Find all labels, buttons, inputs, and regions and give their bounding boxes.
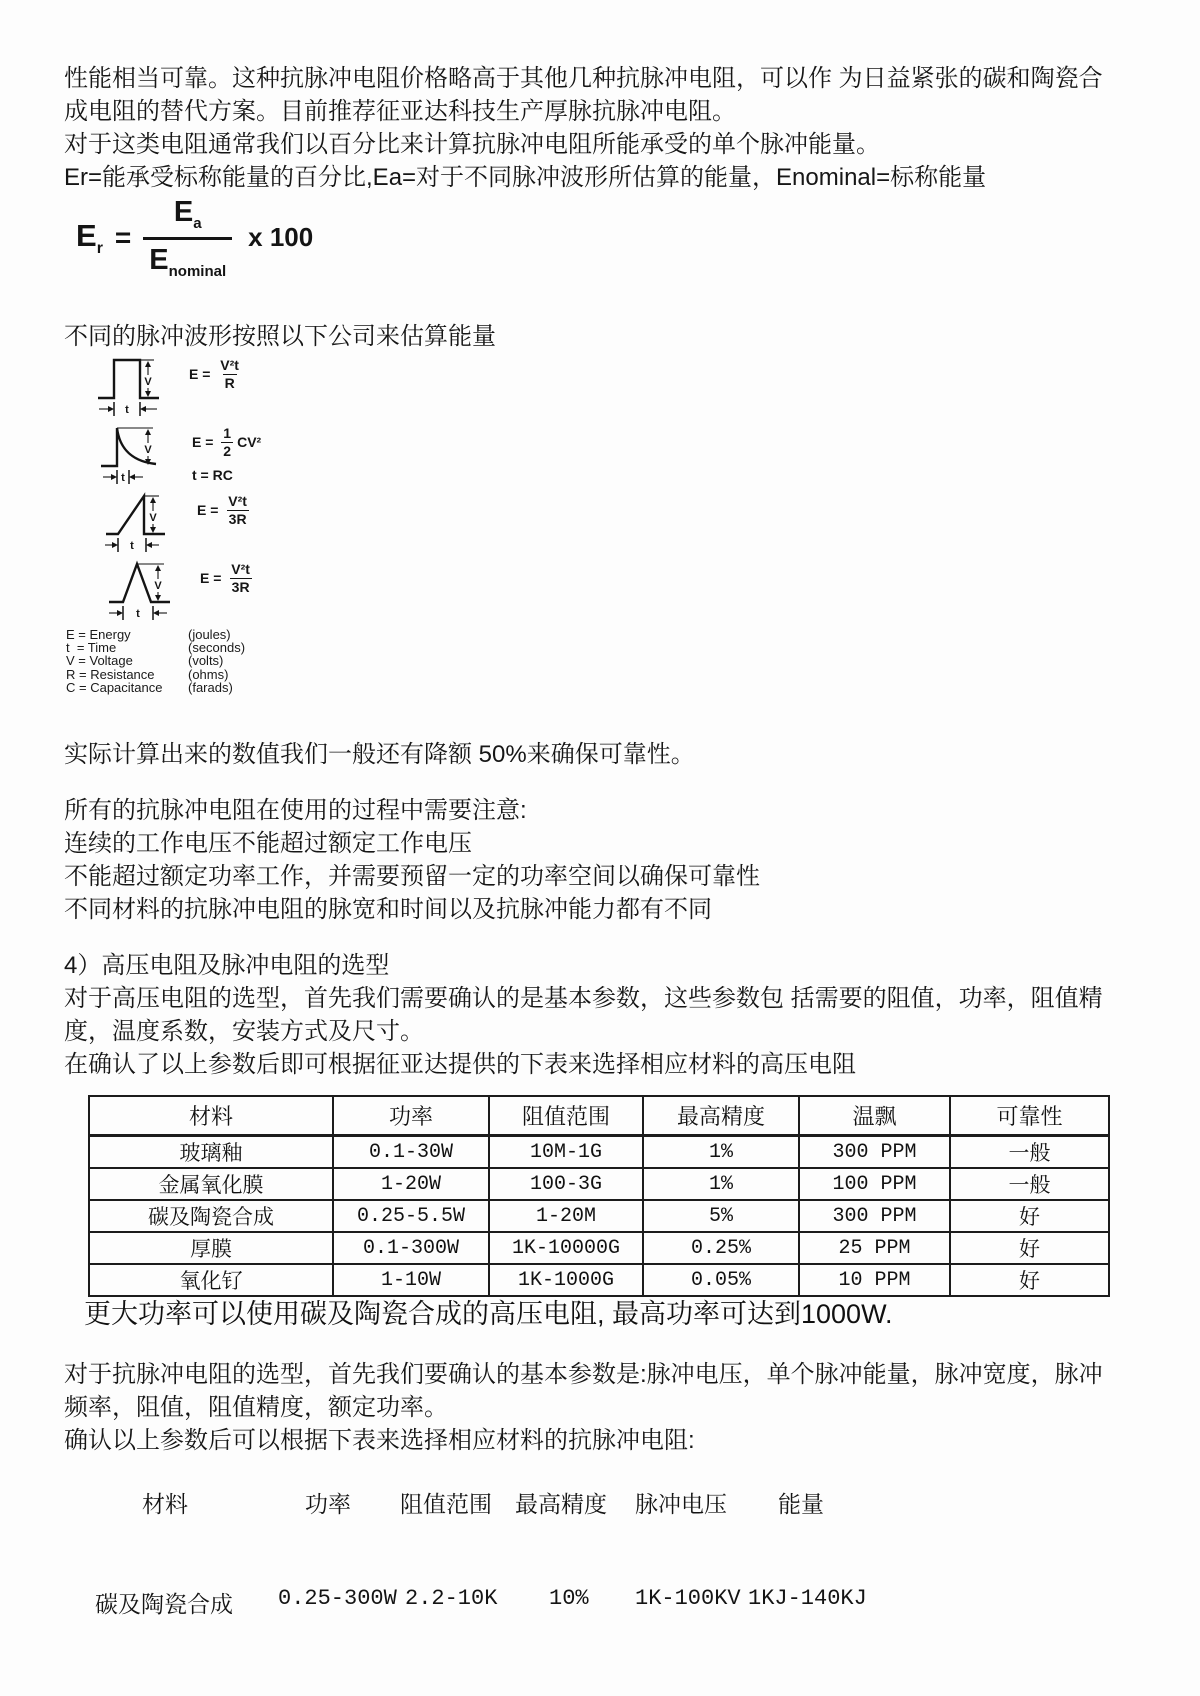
pulse-cell: 2.2-10K [405,1586,498,1611]
time-label: t [121,472,125,484]
waveform-row-triangle [106,556,256,622]
time-label: t [136,608,140,620]
waveform-row-discharge [98,420,261,486]
table-row: 碳及陶瓷合成 0.25-5.5W 1-20M 5% 300 PPM 好 [89,1200,1109,1232]
table-header-row [89,1096,1109,1136]
ramp-pulse-diagram [103,488,183,554]
pulse-col-header: 最高精度 [515,1491,607,1517]
formula-denominator: $E_{nominal}$ [143,237,232,280]
waveform-formula-extra: t = RC [192,467,233,484]
symbol-legend [66,628,245,694]
pulse-table-data-row [0,1586,1200,1616]
col-header: 最高精度 [643,1096,799,1136]
formula-lhs: $E_r$ [76,217,103,257]
capacitor-discharge-diagram [98,420,178,486]
pulse-table-header-row [0,1486,1200,1516]
section4-block [64,949,1103,1081]
col-header: 功率 [333,1096,489,1136]
usage-note-line: 不能超过额定功率工作，并需要预留一定的功率空间以确保可靠性 [64,863,760,890]
waveform-formula: E = $\frac{\text{V²t}}{3R}$ [197,493,247,527]
waveform-row-square [95,352,245,418]
pulse-cell: 0.25-300W [278,1586,397,1611]
legend-row: V = Voltage (volts) [66,653,224,669]
pulse-cell: 1KJ-140KJ [748,1586,867,1611]
formula-equals: = [114,221,132,253]
legend-row: R = Resistance (ohms) [66,666,229,682]
col-header: 可靠性 [950,1096,1109,1136]
square-pulse-diagram [95,352,175,418]
table-row: 玻璃釉 0.1-30W 10M-1G 1% 300 PPM 一般 [89,1136,1109,1169]
time-label: t [130,540,134,552]
pulse-col-header: 能量 [778,1491,824,1517]
waveform-formula: E = $\frac{\text{V²t}}{R}$ [189,357,239,391]
table-row: 氧化钌 1-10W 1K-1000G 0.05% 10 PPM 好 [89,1264,1109,1296]
pulse-cell: 1K-100KV [635,1586,741,1611]
intro-line: 对于这类电阻通常我们以百分比来计算抗脉冲电阻所能承受的单个脉冲能量。 [64,131,880,158]
section4-line: 度，温度系数，安装方式及尺寸。 [64,1018,424,1045]
formula-numerator: $E_a$ [173,196,202,232]
table-row: 金属氧化膜 1-20W 100-3G 1% 100 PPM 一般 [89,1168,1109,1200]
intro-line: 性能相当可靠。这种抗脉冲电阻价格略高于其他几种抗脉冲电阻，可以作 为日益紧张的碳和陶瓷合 [64,65,1103,92]
col-header: 阻值范围 [489,1096,643,1136]
time-label: t [125,404,129,416]
waveform-formula: E = $\frac{1}{2}$ CV² [192,425,262,459]
pulse-selection-line: 对于抗脉冲电阻的选型，首先我们要确认的基本参数是:脉冲电压，单个脉冲能量，脉冲宽度，脉冲 [64,1361,1103,1388]
waveform-formula: E = $\frac{\text{V²t}}{3R}$ [200,561,250,595]
pulse-col-header: 阻值范围 [400,1491,492,1517]
waveform-section-heading: 不同的脉冲波形按照以下公司来估算能量 [64,323,496,350]
triangle-pulse-diagram [106,556,186,622]
voltage-label: V [154,580,162,592]
section4-table-intro: 在确认了以上参数后即可根据征亚达提供的下表来选择相应材料的高压电阻 [64,1051,856,1078]
pulse-selection-line: 频率，阻值，阻值精度，额定功率。 [64,1394,448,1421]
intro-paragraph [64,62,1103,194]
power-note: 更大功率可以使用碳及陶瓷合成的高压电阻, 最高功率可达到1000W. [84,1299,893,1329]
formula-multiplier: x 100 [248,222,314,253]
pulse-col-header: 材料 [142,1491,188,1517]
derating-note: 实际计算出来的数值我们一般还有降额 50%来确保可靠性。 [64,741,695,768]
pulse-cell: 碳及陶瓷合成 [95,1591,233,1617]
usage-note-line: 不同材料的抗脉冲电阻的脉宽和时间以及抗脉冲能力都有不同 [64,896,712,923]
pulse-col-header: 功率 [305,1491,351,1517]
table-row: 厚膜 0.1-300W 1K-10000G 0.25% 25 PPM 好 [89,1232,1109,1264]
section4-title: 4）高压电阻及脉冲电阻的选型 [64,952,390,979]
usage-note-line: 连续的工作电压不能超过额定工作电压 [64,830,472,857]
voltage-label: V [144,376,152,388]
hv-resistor-table [88,1095,1110,1297]
legend-row: t = Time (seconds) [66,640,246,656]
pulse-selection-block [64,1358,1103,1457]
intro-line: Er=能承受标称能量的百分比,Ea=对于不同脉冲波形所估算的能量，Enominal=标称能量 [64,164,987,191]
waveform-row-ramp [103,488,253,554]
voltage-label: V [149,512,157,524]
col-header: 温飘 [799,1096,950,1136]
col-header: 材料 [89,1096,333,1136]
legend-row: E = Energy (joules) [66,627,231,642]
pulse-table-intro: 确认以上参数后可以根据下表来选择相应材料的抗脉冲电阻: [64,1427,695,1454]
intro-line: 成电阻的替代方案。目前推荐征亚达科技生产厚脉抗脉冲电阻。 [64,98,736,125]
pulse-cell: 10% [549,1586,589,1611]
usage-notes [64,794,760,926]
voltage-label: V [144,444,152,456]
usage-note-line: 所有的抗脉冲电阻在使用的过程中需要注意: [64,797,527,824]
legend-row: C = Capacitance (farads) [66,679,233,695]
section4-line: 对于高压电阻的选型，首先我们需要确认的是基本参数，这些参数包 括需要的阻值，功率，阻值精 [64,985,1103,1012]
formula-fraction [143,196,232,280]
pulse-col-header: 脉冲电压 [635,1491,727,1517]
er-formula [76,196,313,280]
